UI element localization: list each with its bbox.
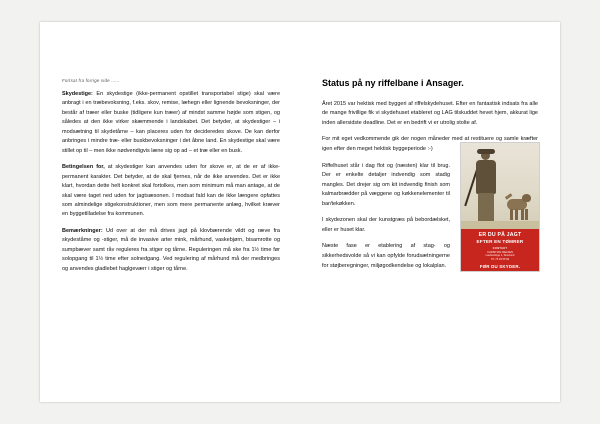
paragraph-heading-bemaerkninger: Bemærkninger: [62,227,103,234]
dog-leg [510,209,513,220]
right-paragraph-1: Året 2015 var hektisk med byggeri af riffelskydehuset. Efter en fantastisk indsats fra alle de mange frivillige fik vi skydehuset etableret og LAG tilskuddet hevet hjem, akkurat lige inden allersidste deadline. Det er en bedrift vi er utrolig stolte af. [322,100,538,126]
paragraph-heading-betingelsen: Betingelsen for, [62,164,105,171]
dog-leg [525,209,528,220]
hunter-body [476,160,496,194]
poster-headline-line1: ER DU PÅ JAGT [478,232,522,238]
dog-head [522,194,531,202]
poster-headline-line2: EFTER EN TØMRER [476,239,524,244]
right-paragraph-4: I skydezonen skal der kunstgræs på bebordælsket, eller er huset klar. [322,217,450,233]
paragraph-betingelsen [62,163,280,220]
paragraph-skydestige [62,90,280,156]
poster-contact-phone: Tlf. 75 29 55 99 [490,257,510,261]
page-fold-line [300,22,301,402]
document-sheet [40,22,560,402]
poster-contact-name: CHRISTIAN NIELSEN [487,250,513,254]
paragraph-bemaerkninger [62,227,280,274]
continued-note: Fortsat fra forrige side ...... [62,78,120,83]
advertisement-poster [460,142,540,272]
paragraph-body-bemaerkninger: Ud over at der må drives jagt på klovbærende vildt og ræve fra skydeståme og -stiger, må de invasive arter mink, mårhund, vaskebjørn, bisamrotte og sumpbæver samt råv reguleres fra stiger og tårne. Reguleringen må ske fra 1½ time før solopgang til 1½ time efter solnedgang. Ved regulering af mårhund må der medbringes og anvendes gladlebet haglgeværr i stiger og tårne. [62,227,280,272]
poster-contact-block [461,247,539,261]
poster-contact-title: KONTAKT [492,247,508,250]
poster-contact-address: Lærkevänge 1, Skovlund [485,254,515,257]
dog-illustration-icon [505,191,531,221]
dog-leg [521,209,524,220]
paragraph-heading-skydestige: Skydestige: [62,91,93,97]
paragraph-body-skydestige: En skydestige (ikke-permanent opstillet transportabel stige) skal være anbragt i en træbevoksning, f.eks. skov, remise, læhegn eller lignende bevoksninger, der består af træer eller buske (tidligere kun træer) af mindst samme højde som stigen, og således at den ikke virker skæmmende i landskabet. Det betyder, at skydestiger – i modsætning til skydetårne – kan placeres uden for decideredes skove. De kan derfor anbringes i mindre træ- eller buskbevoksninger i det åbne land. En skydestige skal være stillet op til – men ikke nødvendigvis læne sig op ad – et træ eller en busk. [62,91,280,154]
hunter-illustration-icon [469,151,505,229]
right-paragraph-2: For mit eget vedkommende gik der nogen måneder med at restituere og samle kræfter igen efter den meget hektisk byggeperiode :-) [322,136,538,152]
article-headline: Status på ny riffelbane i Ansager. [322,78,464,88]
hunter-hat [477,149,495,154]
poster-red-panel [461,229,539,271]
paragraph-body-betingelsen: at skydestiger kan anvendes uden for skove er, at de er af ikke-permanent karakter. Det betyder, at de skal fjernes, når de ikke anvendes. Det er ikke klart, hvordan dette helt konkret skal fortolkes, men som minimum må man antage, at de skal være taget ned uden for jagtsæsonen. I modsat fald kan de ikke længere opfattes som almindelige stigekonstruktioner, men som mere permanente anlæg, hvilket kræver en byggetilladelse fra kommunen. [62,164,280,218]
right-paragraph-5: Næste fase er etablering af stag- og sikkerhedsvolde så vi kan opfylde forudsætningerne for støjberegninger, miljøgodkendelse og lokalplan. [322,243,450,269]
poster-tagline: FØR DU SKYDER. [479,264,521,269]
dog-leg [515,209,518,220]
right-paragraph-3: Riffelhuset står i dag flot og (næsten) klar til brug. Der er enkelte detaljer indvendig som stadig mangles. Det drejer sig om kit indvendig finish som kalmarbrædder på væggene og køkkenelementer til bar/tekøkken. [322,162,450,207]
left-column [62,78,280,281]
